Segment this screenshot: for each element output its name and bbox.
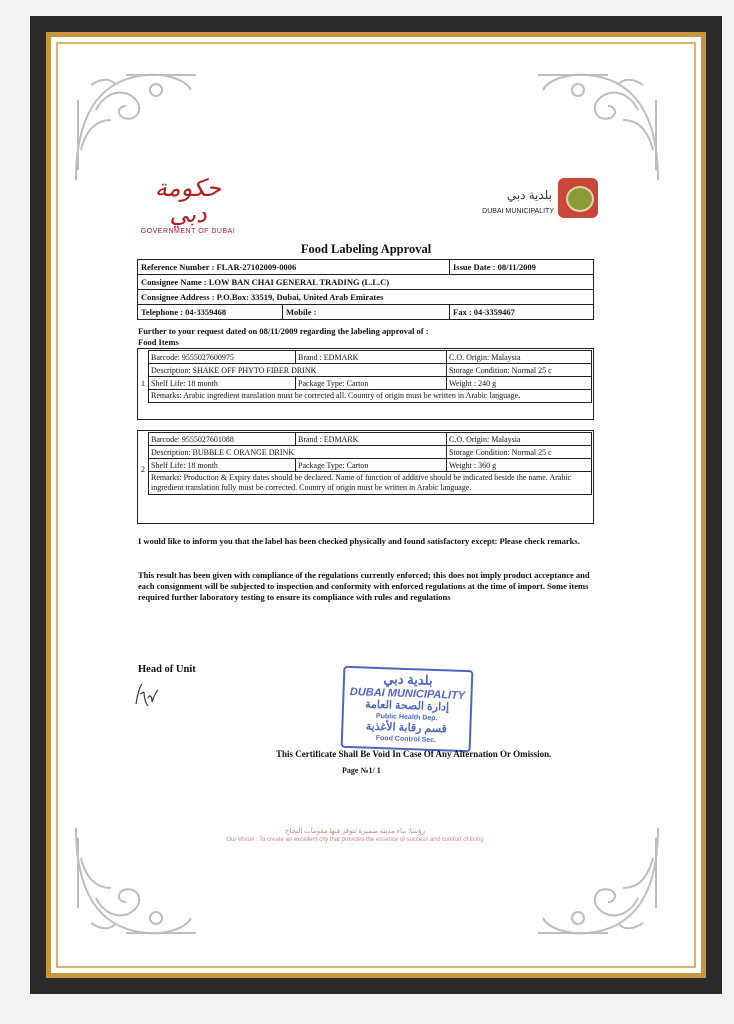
storage-condition: Storage Condition: Normal 25 c — [447, 446, 592, 459]
barcode: Barcode: 9555027600975 — [149, 351, 296, 364]
stamp-arabic-bottom: قسم رقابة الأغذية — [365, 720, 448, 736]
shelf-life: Shelf Life: 18 month — [149, 459, 296, 472]
muni-logo-english: DUBAI MUNICIPALITY — [482, 208, 554, 215]
document-title: Food Labeling Approval — [300, 242, 432, 256]
item-details-table — [148, 432, 592, 495]
dubai-municipality-logo — [462, 180, 602, 222]
footer-vision-english: Our Vision : To create an excellent city that provides the essence of success and comfort of living — [226, 837, 484, 843]
barcode: Barcode: 9555027601088 — [149, 433, 296, 446]
package-type: Package Type: Carton — [296, 377, 447, 390]
footer-vision — [200, 826, 510, 845]
shelf-life: Shelf Life: 18 month — [149, 377, 296, 390]
official-stamp — [341, 666, 474, 752]
corner-ornament-bottom-left — [66, 818, 196, 948]
description: Description: BUBBLE C ORANGE DRINK — [149, 446, 447, 459]
food-items-label: Food Items — [138, 337, 179, 347]
intro-text — [138, 326, 594, 348]
fax: Fax : 04-3359467 — [450, 305, 594, 320]
gov-logo-arabic: حكومة دبي — [154, 176, 222, 228]
remarks: Remarks: Arabic ingredient translation must be corrected all. Country of origin must be written in Arabic language. — [149, 390, 592, 403]
consignee-name: Consignee Name : LOW BAN CHAI GENERAL TRADING (L.L.C) — [138, 275, 594, 290]
brand: Brand : EDMARK — [296, 351, 447, 364]
head-of-unit-label: Head of Unit — [138, 664, 196, 675]
item-number: 2 — [141, 465, 145, 474]
page-number: Page №1/ 1 — [342, 766, 381, 775]
muni-logo-arabic: بلدية دبي — [506, 188, 552, 202]
origin: C.O. Origin: Malaysia — [447, 351, 592, 364]
consignee-info-table — [137, 259, 594, 320]
item-number: 1 — [141, 379, 145, 388]
void-notice: This Certificate Shall Be Void In Case Of Any Alternation Or Omission. — [276, 749, 552, 759]
weight: Weight : 240 g — [447, 377, 592, 390]
telephone: Telephone : 04-3359468 — [138, 305, 283, 320]
compliance-statement: This result has been given with compliance of the regulations currently enforced; this does not imply product acceptance and each consignment will be subjected to inspection and conformity with enforced regulations at the time of import. Some items required further laboratory testing to ensure its compliance with rules and regulations — [138, 570, 590, 602]
corner-ornament-bottom-right — [538, 818, 668, 948]
footer-vision-arabic: رؤيتنا: بناء مدينة متميزة تتوفر فيها مقومات النجاح — [285, 827, 425, 835]
government-of-dubai-logo — [138, 176, 238, 235]
stamp-arabic-top: بلدية دبي — [383, 671, 433, 688]
stamp-department: Public Health Dep. — [375, 712, 438, 723]
remarks: Remarks: Production & Expiry dates should be declared. Name of function of additive should be indicated beside the name. Arabic ingredient translation fully must be corrected. Country of origin must be written in Arabic language. — [149, 472, 592, 495]
stamp-section: Food Control Sec. — [375, 734, 437, 745]
consignee-address: Consignee Address : P.O.Box: 33519, Dubai, United Arab Emirates — [138, 290, 594, 305]
mobile: Mobile : — [283, 305, 450, 320]
item-details-table — [148, 350, 592, 403]
issue-date: Issue Date : 08/11/2009 — [450, 260, 594, 275]
municipality-emblem-icon — [558, 178, 598, 218]
reference-number: Reference Number : FLAR-27102009-0006 — [138, 260, 450, 275]
storage-condition: Storage Condition: Normal 25 c — [447, 364, 592, 377]
food-item-2 — [137, 430, 594, 524]
description: Description: SHAKE OFF PHYTO FIBER DRINK — [149, 364, 447, 377]
brand: Brand : EDMARK — [296, 433, 447, 446]
food-item-1 — [137, 348, 594, 420]
request-statement: Further to your request dated on 08/11/2009 regarding the labeling approval of : — [138, 326, 429, 336]
inspection-statement: I would like to inform you that the label has been checked physically and found satisfactory except: Please check remarks. — [138, 536, 580, 546]
origin: C.O. Origin: Malaysia — [447, 433, 592, 446]
stamp-arabic-mid: إدارة الصحة العامة — [364, 698, 450, 714]
stamp-english: DUBAI MUNICIPALITY — [349, 686, 466, 703]
gov-logo-english: GOVERNMENT OF DUBAI — [140, 228, 236, 235]
signature — [130, 678, 162, 710]
package-type: Package Type: Carton — [296, 459, 447, 472]
weight: Weight : 360 g — [447, 459, 592, 472]
